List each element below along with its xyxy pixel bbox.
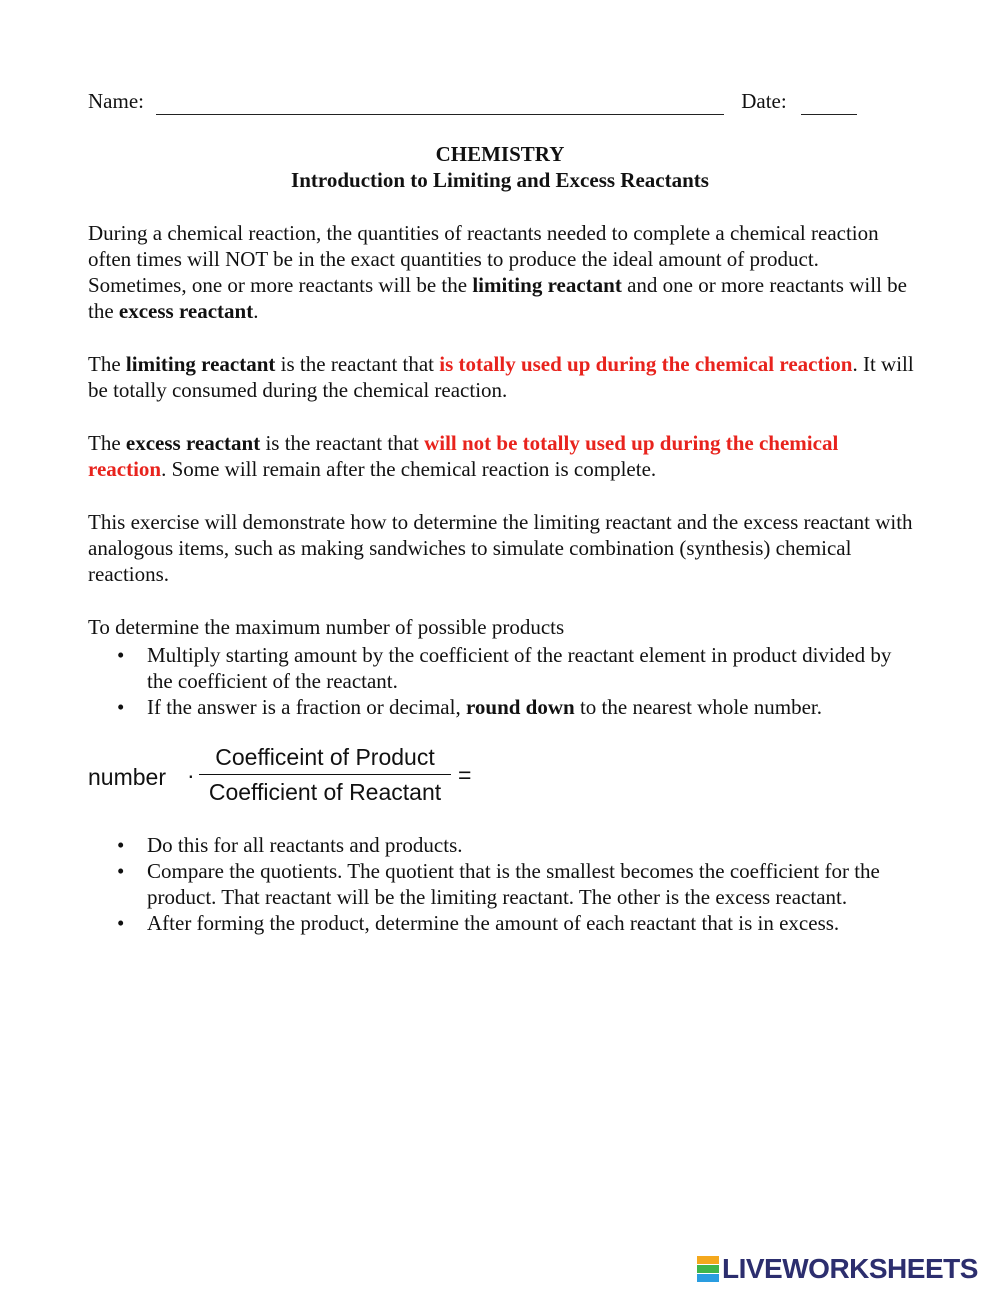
subject-title: CHEMISTRY bbox=[435, 142, 565, 166]
steps-list-bottom bbox=[88, 832, 918, 936]
exercise-paragraph: This exercise will demonstrate how to determine the limiting reactant and the excess reactant with analogous items, such as making sandwiches to simulate combination (synthesis) chemical reactions. bbox=[88, 510, 913, 586]
limiting-paragraph: The limiting reactant is the reactant that is totally used up during the chemical reaction. It will be totally consumed during the chemical reaction. bbox=[88, 352, 914, 402]
bullet-icon: • bbox=[117, 911, 125, 935]
formula-numerator: Coefficeint of Product bbox=[215, 744, 435, 770]
header-line bbox=[88, 88, 928, 115]
name-blank[interactable] bbox=[156, 88, 724, 115]
bullet-icon: • bbox=[117, 859, 125, 883]
formula-denominator: Coefficient of Reactant bbox=[208, 779, 442, 805]
bullet-icon: • bbox=[117, 643, 125, 667]
list-item: • Multiply starting amount by the coefficient of the reactant element in product divided by the coefficient of the reactant. bbox=[117, 643, 892, 693]
page-title: Introduction to Limiting and Excess Reactants bbox=[291, 168, 709, 192]
list-item: • After forming the product, determine the amount of each reactant that is in excess. bbox=[117, 911, 840, 935]
formula-multiply: · bbox=[187, 762, 195, 788]
intro-paragraph: During a chemical reaction, the quantities of reactants needed to complete a chemical reaction often times will NOT be in the exact quantities to produce the ideal amount of product. Sometimes, one or more reactants will be the limiting reactant and one or more reactants will be the excess reactant. bbox=[88, 221, 907, 323]
list-item: • If the answer is a fraction or decimal, round down to the nearest whole number. bbox=[117, 695, 822, 719]
logo-mark-icon bbox=[697, 1256, 719, 1282]
excess-paragraph: The excess reactant is the reactant that will not be totally used up during the chemical reaction. Some will remain after the chemical reaction is complete. bbox=[88, 431, 839, 481]
formula-equals: = bbox=[458, 762, 472, 788]
liveworksheets-logo[interactable] bbox=[697, 1252, 978, 1286]
formula-number: number bbox=[88, 764, 166, 790]
bullet-icon: • bbox=[117, 833, 125, 857]
list-item: • Compare the quotients. The quotient that is the smallest becomes the coefficient for the product. That reactant will be the limiting reactant. The other is the excess reactant. bbox=[117, 859, 880, 909]
date-label: Date: bbox=[741, 89, 787, 113]
date-blank[interactable] bbox=[801, 88, 857, 115]
logo-text: LIVEWORKSHEETS bbox=[722, 1253, 978, 1284]
bullet-icon: • bbox=[117, 695, 125, 719]
list-item: • Do this for all reactants and products. bbox=[117, 833, 463, 857]
steps-list-top bbox=[88, 642, 918, 720]
formula-fraction bbox=[199, 742, 451, 809]
name-label: Name: bbox=[88, 89, 144, 113]
steps-intro: To determine the maximum number of possible products bbox=[88, 615, 565, 639]
